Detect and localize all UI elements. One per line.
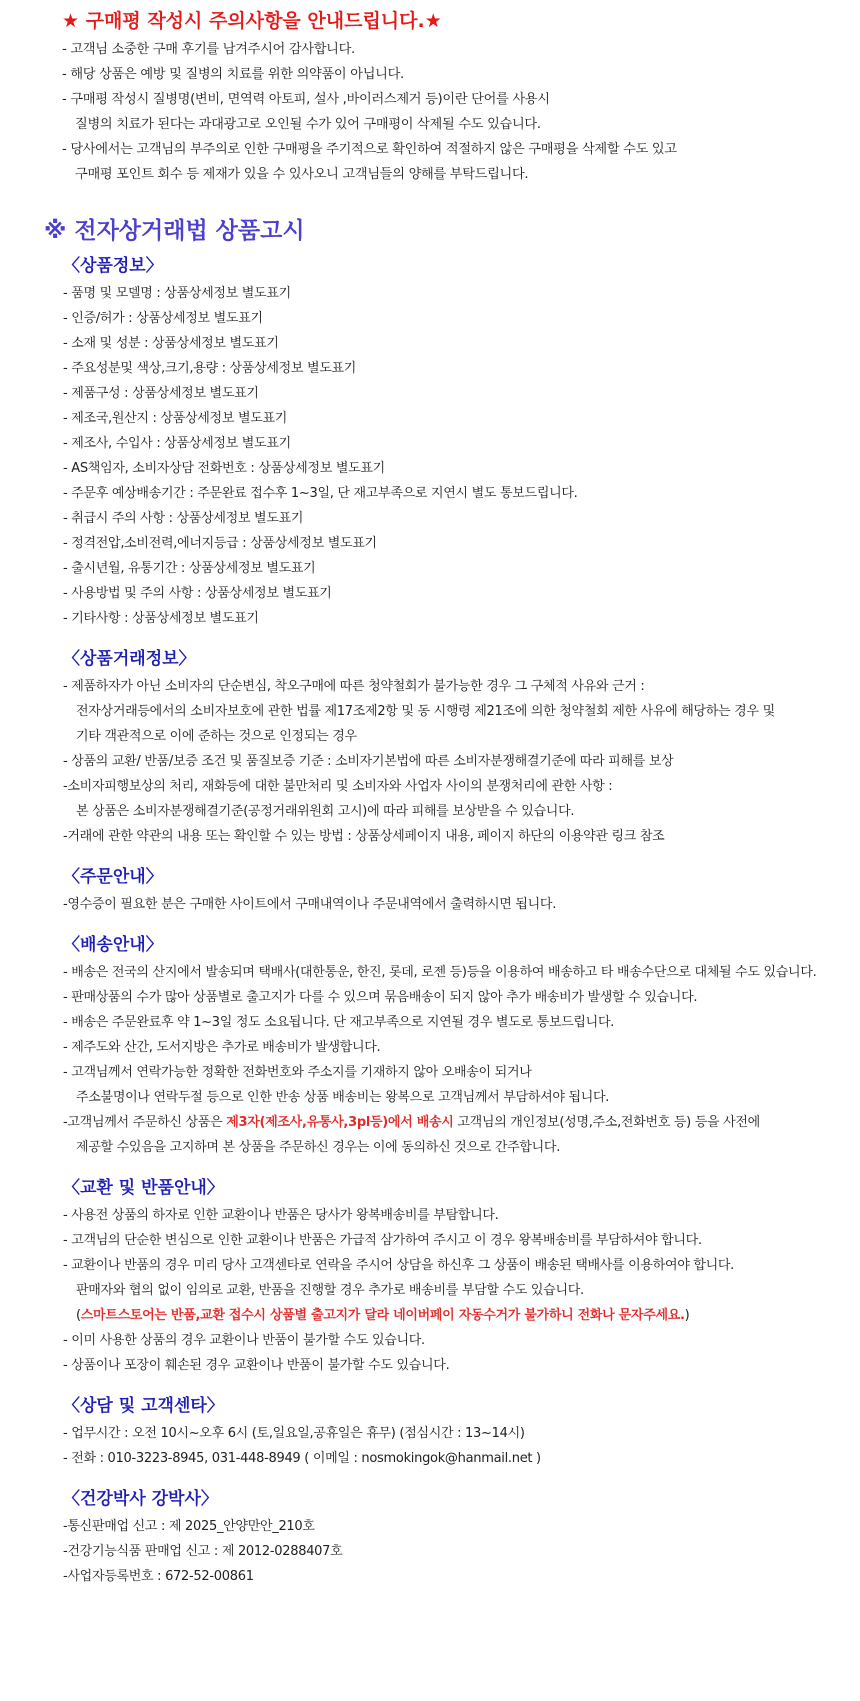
section-title: 〈교환 및 반품안내〉 <box>63 1178 224 1198</box>
list-item: - 배송은 주문완료후 약 1~3일 정도 소요됩니다. 단 재고부족으로 지연될 경우 별도로 통보드립니다. <box>63 1015 615 1030</box>
list-item: - 주문후 예상배송기간 : 주문완료 접수후 1~3일, 단 재고부족으로 지연시 별도 통보드립니다. <box>63 486 578 501</box>
list-item: - 사용전 상품의 하자로 인한 교환이나 반품은 당사가 왕복배송비를 부탐합니다. <box>63 1208 499 1223</box>
ecommerce-disclosure <box>44 214 854 1603</box>
list-item: - 판매상품의 수가 많아 상품별로 출고지가 다를 수 있으며 묶음배송이 되지 않아 추가 배송비가 발생할 수 있습니다. <box>63 990 698 1005</box>
list-item: - 상품이나 포장이 훼손된 경우 교환이나 반품이 불가할 수도 있습니다. <box>63 1358 450 1373</box>
third-party-notice <box>63 1110 854 1135</box>
third-party-highlight: 제3자(제조사,유통사,3pl등)에서 배송시 <box>226 1115 454 1130</box>
smartstore-note <box>63 1303 854 1328</box>
list-item: 전자상거래등에서의 소비자보호에 관한 법률 제17조제2항 및 동 시행령 제21조에 의한 청약철회 제한 사유에 해당하는 경우 및 <box>76 704 775 719</box>
contact-phone-email: - 전화 : 010-3223-8945, 031-448-8949 ( 이메일 : nosmokingok@hanmail.net ) <box>63 1451 541 1466</box>
smartstore-open: ( <box>76 1308 81 1323</box>
list-item: - 인증/허가 : 상품상세정보 별도표기 <box>63 311 263 326</box>
list-item: - 사용방법 및 주의 사항 : 상품상세정보 별도표기 <box>63 586 332 601</box>
list-item: -영수증이 필요한 분은 구매한 사이트에서 구매내역이나 주문내역에서 출력하시면 됩니다. <box>63 897 557 912</box>
support-info-section <box>63 1392 854 1471</box>
list-item: - 이미 사용한 상품의 경우 교환이나 반품이 불가할 수도 있습니다. <box>63 1333 425 1348</box>
list-item: - 품명 및 모델명 : 상품상세정보 별도표기 <box>63 286 291 301</box>
list-item: 본 상품은 소비자분쟁해결기준(공정거래위원회 고시)에 따라 피해를 보상받을 수 있습니다. <box>76 804 575 819</box>
notice-line: - 해당 상품은 예방 및 질병의 치료를 위한 의약품이 아닙니다. <box>62 67 404 82</box>
list-item: - 고객님께서 연락가능한 정확한 전화번호와 주소지를 기재하지 않아 오배송이 되거나 <box>63 1065 532 1080</box>
list-item: -소비자피행보상의 처리, 재화등에 대한 불만처리 및 소비자와 사업자 사이의 분쟁처리에 관한 사항 : <box>63 779 613 794</box>
list-item: - 취급시 주의 사항 : 상품상세정보 별도표기 <box>63 511 304 526</box>
list-item: - 기타사항 : 상품상세정보 별도표기 <box>63 611 259 626</box>
notice-line: 구매평 포인트 회수 등 제재가 있을 수 있사오니 고객님들의 양해를 부탁드립니다. <box>75 167 529 182</box>
list-item: - 출시년월, 유통기간 : 상품상세정보 별도표기 <box>63 561 316 576</box>
list-item: - 제조국,원산지 : 상품상세정보 별도표기 <box>63 411 288 426</box>
list-item: - 고객님의 단순한 변심으로 인한 교환이나 반품은 가급적 삼가하여 주시고 이 경우 왕복배송비를 부담하셔야 합니다. <box>63 1233 702 1248</box>
third-party-suffix: 고객님의 개인정보(성명,주소,전화번호 등) 등을 사전에 <box>453 1115 760 1130</box>
list-item: - 교환이나 반품의 경우 미리 당사 고객센타로 연락을 주시어 상담을 하신후 그 상품이 배송된 택배사를 이용하여야 합니다. <box>63 1258 735 1273</box>
ecommerce-title: ※ 전자상거래법 상품고시 <box>44 218 305 244</box>
notice-line: - 고객님 소중한 구매 후기를 남겨주시어 감사합니다. <box>62 42 355 57</box>
smartstore-close: ) <box>684 1308 690 1323</box>
notice-line: - 당사에서는 고객님의 부주의로 인한 구매평을 주기적으로 확인하여 적절하지 않은 구매평을 삭제할 수도 있고 <box>62 142 677 157</box>
list-item: 판매자와 협의 없이 임의로 교환, 반품을 진행할 경우 추가로 배송비를 부담할 수도 있습니다. <box>76 1283 584 1298</box>
list-item: - 소재 및 성분 : 상품상세정보 별도표기 <box>63 336 279 351</box>
list-item: - 제조사, 수입사 : 상품상세정보 별도표기 <box>63 436 291 451</box>
list-item: 제공할 수있음을 고지하며 본 상품을 주문하신 경우는 이에 동의하신 것으로 간주합니다. <box>76 1140 561 1155</box>
list-item: - 제주도와 산간, 도서지방은 추가로 배송비가 발생합니다. <box>63 1040 381 1055</box>
list-item: - 상품의 교환/ 반품/보증 조건 및 품질보증 기준 : 소비자기본법에 따른 소비자분쟁해결기준에 따라 피해를 보상 <box>63 754 674 769</box>
section-title: 〈건강박사 강박사〉 <box>63 1489 218 1509</box>
list-item: -거래에 관한 약관의 내용 또는 확인할 수 있는 방법 : 상품상세페이지 내용, 페이지 하단의 이용약관 링크 참조 <box>63 829 665 844</box>
list-item: -사업자등록번호 : 672-52-00861 <box>63 1569 254 1584</box>
business-hours: - 업무시간 : 오전 10시~오후 6시 (토,일요일,공휴일은 휴무) (점심시간 : 13~14시) <box>63 1426 525 1441</box>
notice-line: - 구매평 작성시 질병명(변비, 면역력 아토피, 설사 ,바이러스제거 등)이란 단어를 사용시 <box>62 92 550 107</box>
list-item: - 제품구성 : 상품상세정보 별도표기 <box>63 386 259 401</box>
product-info-section <box>63 252 854 631</box>
list-item: - 배송은 전국의 산지에서 발송되며 택배사(대한통운, 한진, 롯데, 로젠 등)등을 이용하여 배송하고 타 배송수단으로 대체될 수도 있습니다. <box>63 965 817 980</box>
list-item: 기타 객관적으로 이에 준하는 것으로 인정되는 경우 <box>76 729 357 744</box>
list-item: -건강기능식품 판매업 신고 : 제 2012-0288407호 <box>63 1544 343 1559</box>
list-item: - AS책임자, 소비자상담 전화번호 : 상품상세정보 별도표기 <box>63 461 385 476</box>
trade-info-section <box>63 645 854 849</box>
list-item: 주소불명이나 연락두절 등으로 인한 반송 상품 배송비는 왕복으로 고객님께서 부담하셔야 됩니다. <box>76 1090 610 1105</box>
third-party-prefix: -고객님께서 주문하신 상품은 <box>63 1115 227 1130</box>
review-notice <box>62 6 852 187</box>
list-item: - 주요성분및 색상,크기,용량 : 상품상세정보 별도표기 <box>63 361 357 376</box>
section-title: 〈상품정보〉 <box>63 256 163 276</box>
exchange-info-section <box>63 1174 854 1378</box>
smartstore-note-text: 스마트스토어는 반품,교환 접수시 상품별 출고지가 달라 네이버페이 자동수거가 불가하니 전화나 문자주세요. <box>80 1308 685 1323</box>
list-item: -통신판매업 신고 : 제 2025_안양만안_210호 <box>63 1519 315 1534</box>
section-title: 〈배송안내〉 <box>63 935 163 955</box>
review-notice-title: ★ 구매평 작성시 주의사항을 안내드립니다.★ <box>62 10 442 32</box>
section-title: 〈주문안내〉 <box>63 867 163 887</box>
section-title: 〈상담 및 고객센타〉 <box>63 1396 224 1416</box>
list-item: - 제품하자가 아닌 소비자의 단순변심, 착오구매에 따른 청약철회가 불가능한 경우 그 구체적 사유와 근거 : <box>63 679 645 694</box>
company-info-section <box>63 1485 854 1589</box>
list-item: - 정격전압,소비전력,에너지등급 : 상품상세정보 별도표기 <box>63 536 377 551</box>
order-info-section <box>63 863 854 917</box>
shipping-info-section <box>63 931 854 1160</box>
section-title: 〈상품거래정보〉 <box>63 649 196 669</box>
notice-line: 질병의 치료가 된다는 과대광고로 오인될 수가 있어 구매평이 삭제될 수도 있습니다. <box>75 117 541 132</box>
